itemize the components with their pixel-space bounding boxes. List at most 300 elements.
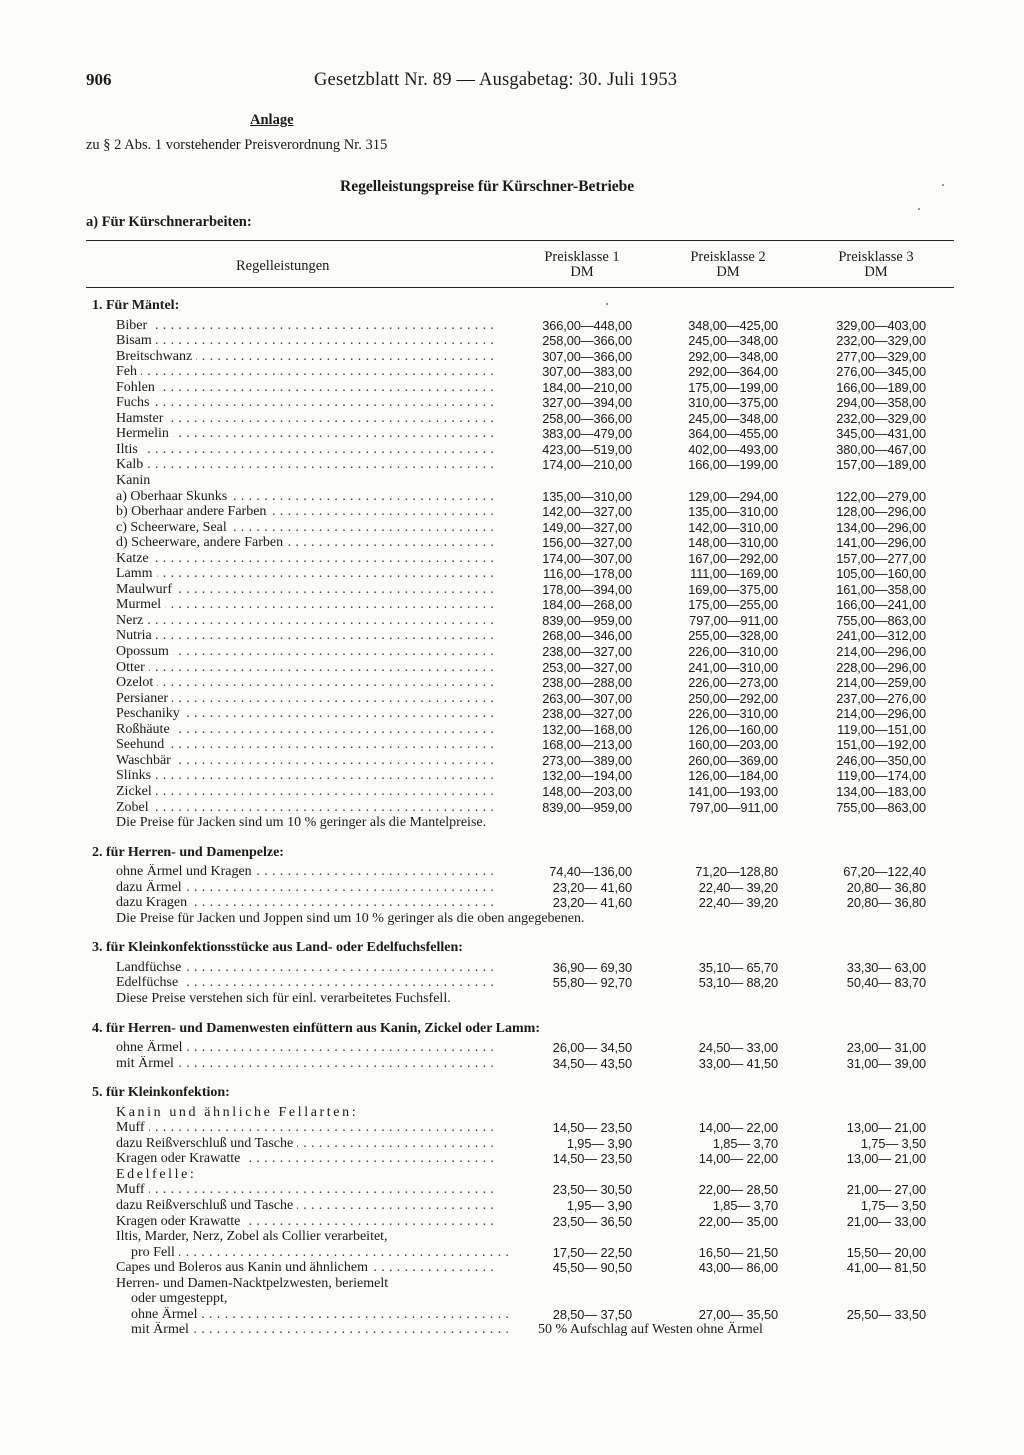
page-header — [86, 70, 954, 94]
price-class-2-value: 148,00—310,00 — [688, 535, 778, 551]
row-label-text: Muff — [116, 1120, 149, 1135]
price-class-3-value: 119,00—174,00 — [837, 768, 926, 784]
row-label — [116, 457, 494, 473]
section-heading-row — [0, 1085, 1024, 1101]
price-class-3-value: 166,00—241,00 — [836, 597, 926, 613]
row-label-text: oder umgesteppt, — [131, 1291, 231, 1306]
row-label-text: pro Fell — [131, 1245, 179, 1260]
price-class-2-value: 292,00—348,00 — [688, 348, 778, 364]
table-row — [0, 551, 1024, 567]
price-class-2-value: 245,00—348,00 — [688, 333, 778, 349]
price-class-2-value: 241,00—310,00 — [688, 659, 778, 675]
price-class-2-value: 142,00—310,00 — [688, 519, 778, 535]
table-row — [0, 535, 1024, 551]
row-label-text: Iltis — [116, 442, 142, 457]
price-class-1-value: 307,00—383,00 — [542, 364, 632, 380]
table-row — [0, 1291, 1024, 1307]
price-class-3-value: 157,00—277,00 — [836, 550, 926, 566]
table-row — [0, 1229, 1024, 1245]
table-row — [0, 1151, 1024, 1167]
price-class-2-value: 35,10— 65,70 — [698, 959, 778, 975]
price-class-3-value: 329,00—403,00 — [836, 317, 926, 333]
table-row — [0, 911, 1024, 927]
running-title: Gesetzblatt Nr. 89 — Ausgabetag: 30. Juli 1953 — [314, 70, 678, 90]
table-row — [0, 395, 1024, 411]
row-label — [116, 691, 494, 707]
row-label — [116, 380, 494, 396]
row-label-text: a) Oberhaar Skunks — [116, 489, 231, 504]
table-row — [0, 1105, 1024, 1121]
price-class-1-value: 184,00—268,00 — [542, 597, 632, 613]
row-label — [116, 864, 494, 880]
price-table-body — [0, 298, 1024, 1338]
row-label-text: Slinks — [116, 768, 155, 783]
price-class-3-value: 134,00—296,00 — [836, 519, 926, 535]
row-label — [116, 504, 494, 520]
table-row — [0, 1198, 1024, 1214]
price-class-1-value: 23,20— 41,60 — [552, 895, 632, 911]
row-label-text: Hamster — [116, 411, 167, 426]
table-row — [0, 1167, 1024, 1183]
row-label-text: Lamm — [116, 566, 157, 581]
table-row — [0, 1276, 1024, 1292]
row-label-text: Nerz — [116, 613, 147, 628]
price-class-1-value: 327,00—394,00 — [542, 395, 632, 411]
table-row — [0, 768, 1024, 784]
section-gap — [0, 1007, 1024, 1021]
price-class-3-value: 13,00— 21,00 — [846, 1120, 926, 1136]
section-heading: 3. für Kleinkonfektionsstücke aus Land- oder Edelfuchsfellen: — [92, 940, 463, 956]
table-header-rule — [86, 287, 954, 288]
price-class-3-value: 23,00— 31,00 — [846, 1040, 926, 1056]
row-label-text: Hermelin — [116, 426, 173, 441]
price-class-1-value: 839,00—959,00 — [542, 799, 632, 815]
price-class-2-value: 797,00—911,00 — [689, 612, 778, 628]
row-label — [116, 333, 494, 349]
price-class-1-value: 14,50— 23,50 — [552, 1120, 632, 1136]
table-row — [0, 675, 1024, 691]
column-header-preisklasse-2-unit: DM — [716, 264, 740, 280]
price-class-1-value: 383,00—479,00 — [542, 426, 632, 442]
table-row — [0, 815, 1024, 831]
row-label-text: dazu Kragen — [116, 895, 191, 910]
table-row — [0, 318, 1024, 334]
price-class-2-value: 797,00—911,00 — [689, 799, 778, 815]
row-label — [116, 1120, 494, 1136]
price-class-1-value: 263,00—307,00 — [542, 690, 632, 706]
row-label — [116, 535, 494, 551]
price-class-1-value: 1,95— 3,90 — [566, 1197, 632, 1213]
price-class-3-value: 1,75— 3,50 — [860, 1197, 926, 1213]
row-label-text: Landfüchse — [116, 960, 185, 975]
row-label-text: Iltis, Marder, Nerz, Zobel als Collier verarbeitet, — [116, 1229, 392, 1244]
price-class-3-value: 41,00— 81,50 — [846, 1260, 926, 1276]
group-label: Kanin und ähnliche Fellarten: — [116, 1104, 359, 1120]
table-row — [0, 691, 1024, 707]
price-class-3-value: 755,00—863,00 — [836, 612, 926, 628]
price-class-2-value: 43,00— 86,00 — [698, 1260, 778, 1276]
row-label-text: b) Oberhaar andere Farben — [116, 504, 270, 519]
price-class-3-value: 294,00—358,00 — [836, 395, 926, 411]
price-class-3-value: 228,00—296,00 — [836, 659, 926, 675]
price-class-3-value: 166,00—189,00 — [836, 379, 926, 395]
row-label-text: Breitschwanz — [116, 349, 196, 364]
price-class-2-value: 126,00—160,00 — [688, 721, 778, 737]
row-label — [131, 1322, 509, 1338]
table-row — [0, 975, 1024, 991]
price-class-1-value: 36,90— 69,30 — [552, 959, 632, 975]
price-class-1-value: 307,00—366,00 — [542, 348, 632, 364]
price-class-1-value: 74,40—136,00 — [549, 864, 632, 880]
price-class-3-value: 345,00—431,00 — [836, 426, 926, 442]
row-label-text: Ozelot — [116, 675, 157, 690]
row-label-text: ohne Ärmel und Kragen — [116, 864, 256, 879]
row-label — [116, 784, 494, 800]
table-row — [0, 1245, 1024, 1261]
table-row — [0, 504, 1024, 520]
price-class-3-value: 246,00—350,00 — [836, 752, 926, 768]
row-label-text: Biber — [116, 318, 151, 333]
price-class-1-value: 423,00—519,00 — [542, 441, 632, 457]
row-label — [116, 960, 494, 976]
section-heading-row — [0, 1021, 1024, 1037]
table-row — [0, 1322, 1024, 1338]
price-class-2-value: 71,20—128,80 — [695, 864, 778, 880]
price-class-1-value: 132,00—168,00 — [542, 721, 632, 737]
row-label — [116, 442, 494, 458]
row-label — [116, 426, 494, 442]
price-class-2-value: 22,40— 39,20 — [698, 895, 778, 911]
row-label — [116, 722, 494, 738]
price-class-2-value: 14,00— 22,00 — [698, 1120, 778, 1136]
table-row — [0, 960, 1024, 976]
row-label-text: Katze — [116, 551, 153, 566]
price-class-1-value: 366,00—448,00 — [542, 317, 632, 333]
column-header-preisklasse-3-unit: DM — [864, 264, 888, 280]
price-class-1-value: 55,80— 92,70 — [552, 975, 632, 991]
price-class-2-value: 33,00— 41,50 — [698, 1055, 778, 1071]
row-label — [116, 1136, 494, 1152]
table-row — [0, 1120, 1024, 1136]
row-label — [116, 597, 494, 613]
price-class-3-value: 20,80— 36,80 — [846, 895, 926, 911]
row-label — [116, 1214, 494, 1230]
row-label — [116, 582, 494, 598]
table-note: Die Preise für Jacken sind um 10 % geringer als die Mantelpreise. — [116, 815, 487, 831]
price-class-1-value: 273,00—389,00 — [542, 752, 632, 768]
price-class-3-value: 15,50— 20,00 — [846, 1244, 926, 1260]
price-class-3-value: 161,00—358,00 — [836, 581, 926, 597]
price-class-2-value: 14,00— 22,00 — [698, 1151, 778, 1167]
price-class-1-value: 23,20— 41,60 — [552, 879, 632, 895]
table-row — [0, 1260, 1024, 1276]
price-class-3-value: 25,50— 33,50 — [846, 1306, 926, 1322]
price-class-3-value: 105,00—160,00 — [836, 566, 926, 582]
price-class-1-value: 839,00—959,00 — [542, 612, 632, 628]
row-label — [116, 675, 494, 691]
price-class-2-value: 1,85— 3,70 — [712, 1197, 778, 1213]
table-row — [0, 644, 1024, 660]
price-class-1-value: 135,00—310,00 — [542, 488, 632, 504]
price-class-3-value: 1,75— 3,50 — [860, 1135, 926, 1151]
row-label — [116, 644, 494, 660]
price-class-1-value: 174,00—307,00 — [542, 550, 632, 566]
price-class-3-value: 50,40— 83,70 — [846, 975, 926, 991]
table-row — [0, 722, 1024, 738]
row-label-text: Murmel — [116, 597, 165, 612]
price-class-2-value: 226,00—273,00 — [688, 675, 778, 691]
row-label — [116, 1040, 494, 1056]
table-row — [0, 1056, 1024, 1072]
table-row — [0, 566, 1024, 582]
price-class-2-value: 364,00—455,00 — [688, 426, 778, 442]
row-label — [116, 706, 494, 722]
price-class-1-value: 45,50— 90,50 — [552, 1260, 632, 1276]
price-class-3-value: 380,00—467,00 — [836, 441, 926, 457]
row-label-text: Persianer — [116, 691, 172, 706]
price-class-2-value: 129,00—294,00 — [688, 488, 778, 504]
row-label-text: Opossum — [116, 644, 173, 659]
price-class-2-value: 226,00—310,00 — [688, 706, 778, 722]
section-heading: 4. für Herren- und Damenwesten einfüttern aus Kanin, Zickel oder Lamm: — [92, 1020, 540, 1036]
row-label — [116, 753, 494, 769]
table-row — [0, 597, 1024, 613]
price-class-2-value: 260,00—369,00 — [688, 752, 778, 768]
row-label-text: Waschbär — [116, 753, 175, 768]
column-header-preisklasse-2 — [658, 250, 798, 280]
price-class-2-value: 1,85— 3,70 — [712, 1135, 778, 1151]
column-header-preisklasse-1 — [512, 250, 652, 280]
price-class-2-value: 167,00—292,00 — [688, 550, 778, 566]
row-label-text: Bisam — [116, 333, 156, 348]
price-class-3-value: 20,80— 36,80 — [846, 879, 926, 895]
price-class-3-value: 21,00— 33,00 — [846, 1213, 926, 1229]
price-class-2-value: 169,00—375,00 — [688, 581, 778, 597]
price-class-3-value: 214,00—259,00 — [836, 675, 926, 691]
row-label — [116, 349, 494, 365]
page-number: 906 — [86, 70, 112, 89]
row-label-text: ohne Ärmel — [116, 1040, 186, 1055]
column-header-preisklasse-1-label: Preisklasse 1 — [544, 249, 620, 265]
price-class-2-value: 245,00—348,00 — [688, 410, 778, 426]
price-class-3-value: 241,00—312,00 — [836, 628, 926, 644]
section-heading: 1. Für Mäntel: — [92, 298, 180, 313]
row-label-text: dazu Ärmel — [116, 880, 186, 895]
table-row — [0, 333, 1024, 349]
table-row — [0, 1214, 1024, 1230]
row-label — [116, 975, 494, 991]
price-class-1-value: 174,00—210,00 — [542, 457, 632, 473]
table-row — [0, 520, 1024, 536]
column-header-preisklasse-2-label: Preisklasse 2 — [690, 249, 766, 265]
row-label-text: Kragen oder Krawatte — [116, 1214, 244, 1229]
row-label-text: ohne Ärmel — [131, 1307, 201, 1322]
price-class-1-value: 184,00—210,00 — [542, 379, 632, 395]
table-row — [0, 473, 1024, 489]
price-class-3-value: 67,20—122,40 — [843, 864, 926, 880]
price-class-2-value: 175,00—255,00 — [688, 597, 778, 613]
row-label-text: Kragen oder Krawatte — [116, 1151, 244, 1166]
row-label — [116, 800, 494, 816]
section-a-heading: a) Für Kürschnerarbeiten: — [86, 214, 252, 230]
table-row — [0, 442, 1024, 458]
row-label — [116, 1151, 494, 1167]
table-row — [0, 784, 1024, 800]
column-header-regelleistungen: Regelleistungen — [236, 258, 330, 274]
row-label-text: Muff — [116, 1182, 149, 1197]
table-row — [0, 1182, 1024, 1198]
section-heading-row — [0, 298, 1024, 314]
row-label-text: Kanin — [116, 473, 154, 488]
row-label-text: mit Ärmel — [116, 1056, 178, 1071]
table-row — [0, 660, 1024, 676]
table-row — [0, 1136, 1024, 1152]
price-class-1-value: 168,00—213,00 — [542, 737, 632, 753]
price-class-3-value: 128,00—296,00 — [836, 504, 926, 520]
price-class-2-value: 255,00—328,00 — [688, 628, 778, 644]
row-label-text: Fuchs — [116, 395, 153, 410]
price-class-1-value: 148,00—203,00 — [542, 783, 632, 799]
price-class-2-value: 22,00— 35,00 — [698, 1213, 778, 1229]
table-row — [0, 864, 1024, 880]
row-label-text: Edelfüchse — [116, 975, 182, 990]
section-gap — [0, 831, 1024, 845]
row-label — [116, 364, 494, 380]
price-class-2-value: 22,00— 28,50 — [698, 1182, 778, 1198]
table-row — [0, 737, 1024, 753]
row-label-text: Capes und Boleros aus Kanin und ähnlichem — [116, 1260, 372, 1275]
table-row — [0, 1040, 1024, 1056]
section-heading: 2. für Herren- und Damenpelze: — [92, 844, 284, 860]
price-class-2-value: 111,00—169,00 — [690, 566, 778, 582]
row-label — [116, 895, 494, 911]
row-label — [131, 1245, 509, 1261]
price-class-3-value: 157,00—189,00 — [836, 457, 926, 473]
row-label — [116, 880, 494, 896]
section-heading: 5. für Kleinkonfektion: — [92, 1085, 230, 1101]
table-row — [0, 991, 1024, 1007]
row-label — [116, 411, 494, 427]
row-label-text: Maulwurf — [116, 582, 176, 597]
price-class-2-value: 160,00—203,00 — [688, 737, 778, 753]
row-label — [116, 1056, 494, 1072]
section-gap — [0, 926, 1024, 940]
row-label — [116, 628, 494, 644]
price-class-3-value: 276,00—345,00 — [836, 364, 926, 380]
column-header-preisklasse-3 — [806, 250, 946, 280]
table-row — [0, 753, 1024, 769]
column-header-preisklasse-1-unit: DM — [570, 264, 594, 280]
price-class-2-value: 27,00— 35,50 — [698, 1306, 778, 1322]
table-row — [0, 706, 1024, 722]
table-row — [0, 800, 1024, 816]
price-class-2-value: 175,00—199,00 — [688, 379, 778, 395]
price-class-3-value: 21,00— 27,00 — [846, 1182, 926, 1198]
row-label — [116, 1260, 494, 1276]
price-class-1-value: 142,00—327,00 — [542, 504, 632, 520]
price-class-3-value: 237,00—276,00 — [836, 690, 926, 706]
group-label: Edelfelle: — [116, 1166, 197, 1182]
price-class-3-value: 119,00—151,00 — [837, 721, 926, 737]
price-class-2-value: 135,00—310,00 — [688, 504, 778, 520]
table-row — [0, 628, 1024, 644]
price-class-1-value: 156,00—327,00 — [542, 535, 632, 551]
price-class-2-value: 24,50— 33,00 — [698, 1040, 778, 1056]
table-row — [0, 880, 1024, 896]
table-row — [0, 457, 1024, 473]
price-class-3-value: 232,00—329,00 — [836, 410, 926, 426]
price-class-2-value: 402,00—493,00 — [688, 441, 778, 457]
section-heading-row — [0, 940, 1024, 956]
row-label — [116, 737, 494, 753]
price-class-3-value: 232,00—329,00 — [836, 333, 926, 349]
price-class-2-value: 166,00—199,00 — [688, 457, 778, 473]
price-class-1-value: 238,00—327,00 — [542, 706, 632, 722]
row-label — [116, 1276, 494, 1292]
row-label-text: Nutria — [116, 628, 156, 643]
table-note: Diese Preise verstehen sich für einl. verarbeitetes Fuchsfell. — [116, 990, 451, 1006]
price-class-1-value: 132,00—194,00 — [542, 768, 632, 784]
row-label-text: Herren- und Damen-Nacktpelzwesten, beriemelt — [116, 1276, 392, 1291]
price-class-1-value: 17,50— 22,50 — [552, 1244, 632, 1260]
price-class-1-value: 149,00—327,00 — [542, 519, 632, 535]
section-heading-row — [0, 845, 1024, 861]
price-class-1-value: 258,00—366,00 — [542, 333, 632, 349]
row-label — [116, 660, 494, 676]
price-class-1-value: 23,50— 36,50 — [552, 1213, 632, 1229]
price-class-1-value: 1,95— 3,90 — [566, 1135, 632, 1151]
price-class-1-value: 258,00—366,00 — [542, 410, 632, 426]
price-class-1-value: 28,50— 37,50 — [552, 1306, 632, 1322]
row-label — [116, 318, 494, 334]
table-row — [0, 411, 1024, 427]
price-class-1-value: 26,00— 34,50 — [552, 1040, 632, 1056]
row-label — [116, 1182, 494, 1198]
table-row — [0, 1307, 1024, 1323]
price-class-2-value: 310,00—375,00 — [688, 395, 778, 411]
row-label — [116, 768, 494, 784]
row-label — [116, 473, 494, 489]
price-class-1-value: 238,00—288,00 — [542, 675, 632, 691]
table-note: Die Preise für Jacken und Joppen sind um 10 % geringer als die oben angegebenen. — [116, 910, 585, 926]
price-class-3-value: 214,00—296,00 — [836, 644, 926, 660]
table-row — [0, 613, 1024, 629]
row-label — [116, 613, 494, 629]
scan-speck — [918, 208, 920, 210]
price-class-2-value: 53,10— 88,20 — [698, 975, 778, 991]
row-label — [116, 395, 494, 411]
table-row — [0, 380, 1024, 396]
table-top-rule — [86, 240, 954, 241]
price-class-3-value: 33,30— 63,00 — [846, 959, 926, 975]
document-title: Regelleistungspreise für Kürschner-Betriebe — [340, 178, 635, 195]
price-class-1-value: 23,50— 30,50 — [552, 1182, 632, 1198]
anlage-subtitle: zu § 2 Abs. 1 vorstehender Preisverordnung Nr. 315 — [86, 137, 388, 153]
table-row — [0, 349, 1024, 365]
row-label — [116, 489, 494, 505]
price-class-3-value: 277,00—329,00 — [836, 348, 926, 364]
table-row — [0, 426, 1024, 442]
price-class-3-value: 214,00—296,00 — [836, 706, 926, 722]
table-row — [0, 489, 1024, 505]
price-class-3-value: 122,00—279,00 — [836, 488, 926, 504]
row-label-text: c) Scheerware, Seal — [116, 520, 231, 535]
price-class-3-value: 13,00— 21,00 — [846, 1151, 926, 1167]
row-label — [116, 566, 494, 582]
row-label-text: Roßhäute — [116, 722, 174, 737]
column-header-preisklasse-3-label: Preisklasse 3 — [838, 249, 914, 265]
surcharge-note: 50 % Aufschlag auf Westen ohne Ärmel — [538, 1322, 763, 1338]
